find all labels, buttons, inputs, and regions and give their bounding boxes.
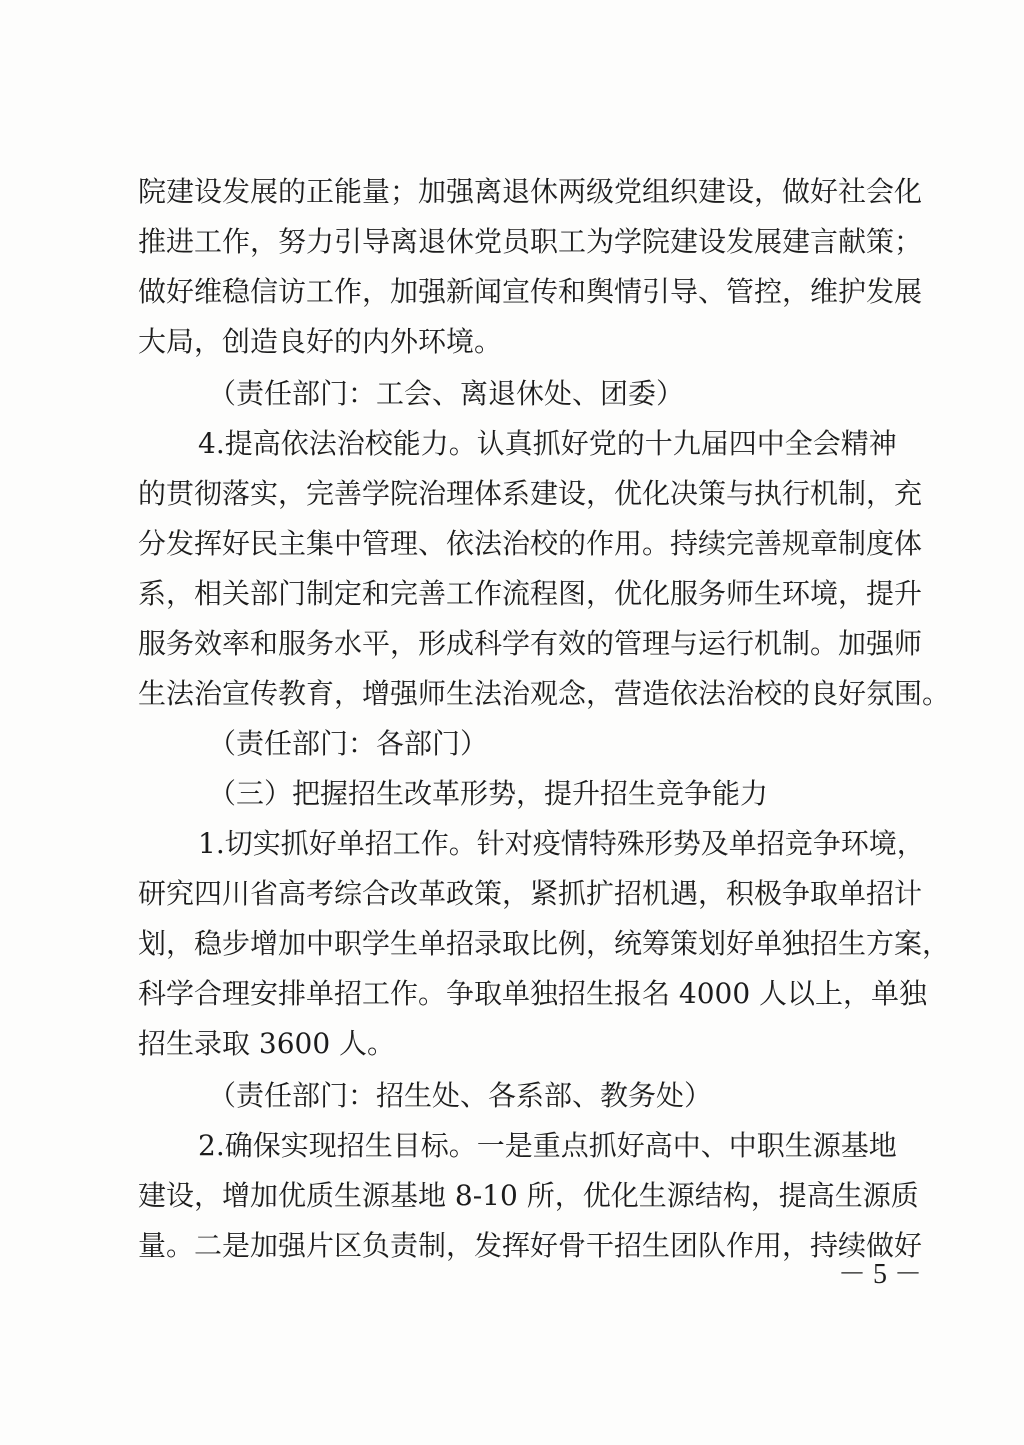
text-line: 做好维稳信访工作，加强新闻宣传和舆情引导、管控，维护发展 xyxy=(138,275,923,308)
item-heading-line: 2.确保实现招生目标。一是重点抓好高中、中职生源基地 xyxy=(198,1129,897,1162)
text-line: 院建设发展的正能量；加强离退休两级党组织建设，做好社会化 xyxy=(138,175,923,208)
item-heading-line: 1.切实抓好单招工作。针对疫情特殊形势及单招竞争环境， xyxy=(198,827,925,860)
section-heading: （三）把握招生改革形势，提升招生竞争能力 xyxy=(208,777,769,810)
text-line: 招生录取 3600 人。 xyxy=(138,1027,396,1060)
responsibility-line: （责任部门：招生处、各系部、教务处） xyxy=(208,1079,713,1112)
text-line: 量。二是加强片区负责制，发挥好骨干招生团队作用，持续做好 xyxy=(138,1229,923,1262)
text-line: 的贯彻落实，完善学院治理体系建设，优化决策与执行机制，充 xyxy=(138,477,923,510)
responsibility-line: （责任部门：工会、离退休处、团委） xyxy=(208,377,685,410)
text-line: 系，相关部门制定和完善工作流程图，优化服务师生环境，提升 xyxy=(138,577,923,610)
text-line: 服务效率和服务水平，形成科学有效的管理与运行机制。加强师 xyxy=(138,627,923,660)
text-line: 分发挥好民主集中管理、依法治校的作用。持续完善规章制度体 xyxy=(138,527,923,560)
text-line: 建设，增加优质生源基地 8-10 所，优化生源结构，提高生源质 xyxy=(138,1179,919,1212)
text-line: 推进工作，努力引导离退休党员职工为学院建设发展建言献策； xyxy=(138,225,923,258)
text-line: 生法治宣传教育，增强师生法治观念，营造依法治校的良好氛围。 xyxy=(138,677,951,710)
text-line: 研究四川省高考综合改革政策，紧抓扩招机遇，积极争取单招计 xyxy=(138,877,923,910)
page-number: － 5 － xyxy=(838,1259,923,1290)
text-line: 划，稳步增加中职学生单招录取比例，统筹策划好单独招生方案， xyxy=(138,927,951,960)
item-heading-line: 4.提高依法治校能力。认真抓好党的十九届四中全会精神 xyxy=(198,427,897,460)
text-line: 科学合理安排单招工作。争取单独招生报名 4000 人以上，单独 xyxy=(138,977,928,1010)
responsibility-line: （责任部门：各部门） xyxy=(208,727,489,760)
text-line: 大局，创造良好的内外环境。 xyxy=(138,325,503,358)
